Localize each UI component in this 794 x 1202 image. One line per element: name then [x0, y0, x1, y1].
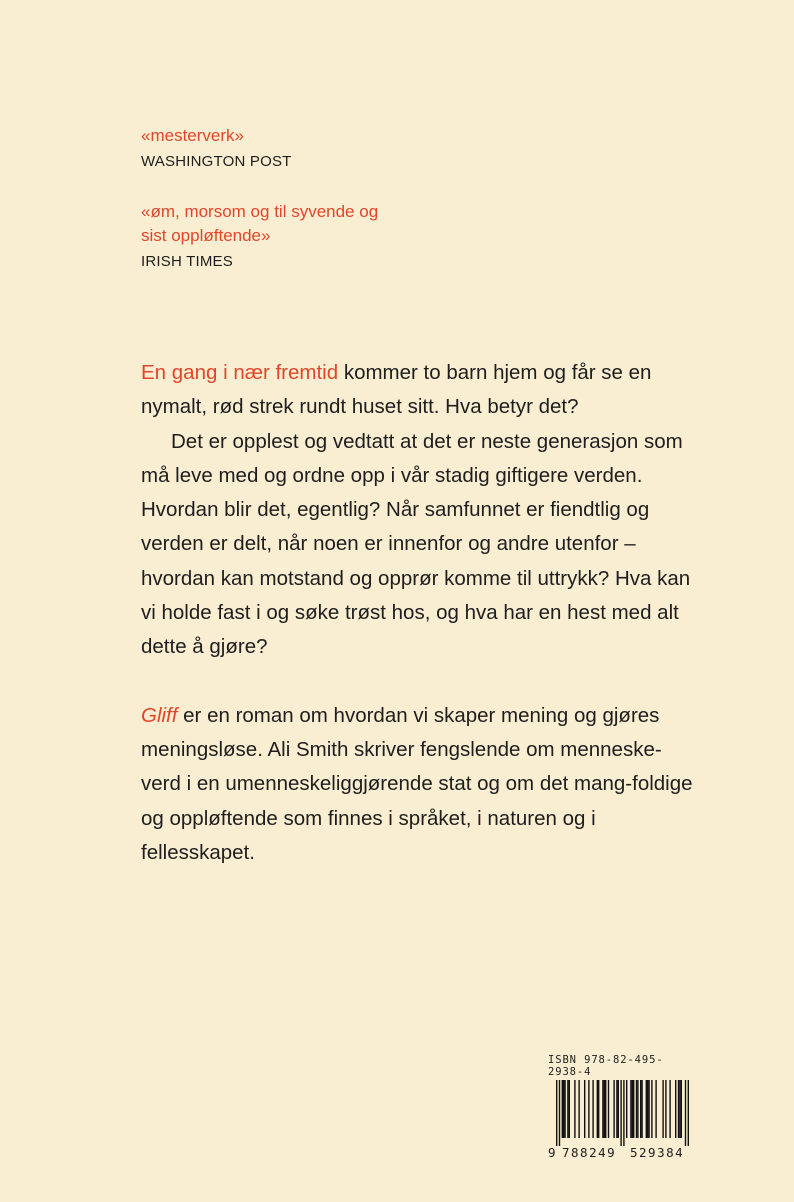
blurb-paragraph-3-text: er en roman om hvordan vi skaper mening og gjøres meningsløse. Ali Smith skriver fengslende om menneske-verd i en umenneskeliggjørende stat og om det mang-foldige og oppløftende som finnes i språket, i naturen og i fellesskapet.: [141, 703, 693, 864]
barcode-bar: [602, 1080, 603, 1138]
barcode-bar: [662, 1080, 663, 1138]
barcode-bar: [623, 1080, 624, 1146]
review-quote-irish-times: [141, 200, 661, 274]
barcode-bar: [613, 1080, 614, 1138]
barcode-bar: [679, 1080, 680, 1138]
barcode-digits-left: 788249: [562, 1145, 617, 1160]
barcode-bar: [597, 1080, 598, 1138]
barcode-bar: [618, 1080, 619, 1138]
barcode-bar: [626, 1080, 627, 1138]
quote-text: «mesterverk»: [141, 126, 244, 145]
review-quote-washington-post: [141, 124, 661, 174]
barcode-bar: [584, 1080, 585, 1138]
barcode-bar: [608, 1080, 609, 1138]
quote-text: «øm, morsom og til syvende og sist oppløftende»: [141, 202, 379, 245]
barcode-bar: [681, 1080, 682, 1138]
barcode-bar: [665, 1080, 666, 1138]
barcode-bar: [592, 1080, 593, 1138]
barcode-bar: [559, 1080, 560, 1146]
barcode-bar: [646, 1080, 647, 1138]
barcode-bar: [675, 1080, 676, 1138]
barcode-digits-right: 529384: [630, 1145, 685, 1160]
barcode-bar: [574, 1080, 575, 1138]
barcode-bar: [556, 1080, 557, 1146]
barcode-bar: [641, 1080, 642, 1138]
barcode-bar: [688, 1080, 689, 1146]
blurb-paragraph-1: [141, 356, 701, 425]
barcode-bar: [567, 1080, 568, 1138]
barcode-bar: [620, 1080, 621, 1146]
barcode-bar: [685, 1080, 686, 1146]
back-cover-blurb: [141, 356, 701, 870]
barcode-bar: [648, 1080, 649, 1138]
barcode-bar: [616, 1080, 617, 1138]
barcode-bars: [548, 1080, 694, 1146]
barcode-bar: [569, 1080, 570, 1138]
quote-source: WASHINGTON POST: [141, 153, 292, 170]
blurb-paragraph-1-text: kommer to barn hjem og får se en nymalt, rød strek rundt huset sitt. Hva betyr det?: [141, 361, 652, 419]
isbn-label: ISBN 978-82-495-2938-4: [548, 1054, 664, 1078]
barcode-bar: [647, 1080, 648, 1138]
barcode-bar: [669, 1080, 670, 1138]
barcode-bar: [678, 1080, 679, 1138]
barcode-bar: [588, 1080, 589, 1138]
barcode-digits: [548, 1146, 694, 1160]
barcode-bar: [640, 1080, 641, 1138]
review-quotes: [141, 124, 661, 300]
barcode-bar: [630, 1080, 631, 1138]
barcode-bar: [564, 1080, 565, 1138]
blurb-paragraph-3: [141, 699, 701, 870]
book-title: Gliff: [141, 703, 178, 727]
blurb-paragraph-2: Det er opplest og vedtatt at det er neste generasjon som må leve med og ordne opp i vår stadig giftigere verden. Hvordan blir det, egentlig? Når samfunnet er fiendtlig og verden er delt, når noen er innenfor og andre utenfor – hvordan kan motstand og opprør komme til uttrykk? Hva kan vi holde fast i og søke trøst hos, og hva har en hest med alt dette å gjøre?: [141, 429, 691, 659]
barcode-bar: [598, 1080, 599, 1138]
barcode-bar: [604, 1080, 605, 1138]
barcode-bar: [562, 1080, 563, 1138]
barcode-bar: [636, 1080, 637, 1138]
barcode-bar: [655, 1080, 656, 1138]
barcode-bar: [578, 1080, 579, 1138]
barcode-bar: [651, 1080, 652, 1138]
isbn-barcode: [548, 1054, 694, 1160]
barcode-bar: [633, 1080, 634, 1138]
barcode-bar: [563, 1080, 564, 1138]
quote-source: IRISH TIMES: [141, 253, 233, 270]
barcode-digit-first: 9: [548, 1145, 556, 1160]
barcode-bar: [632, 1080, 633, 1138]
barcode-bar: [605, 1080, 606, 1138]
barcode-bar: [637, 1080, 638, 1138]
blurb-lead-phrase: En gang i nær fremtid: [141, 361, 339, 384]
